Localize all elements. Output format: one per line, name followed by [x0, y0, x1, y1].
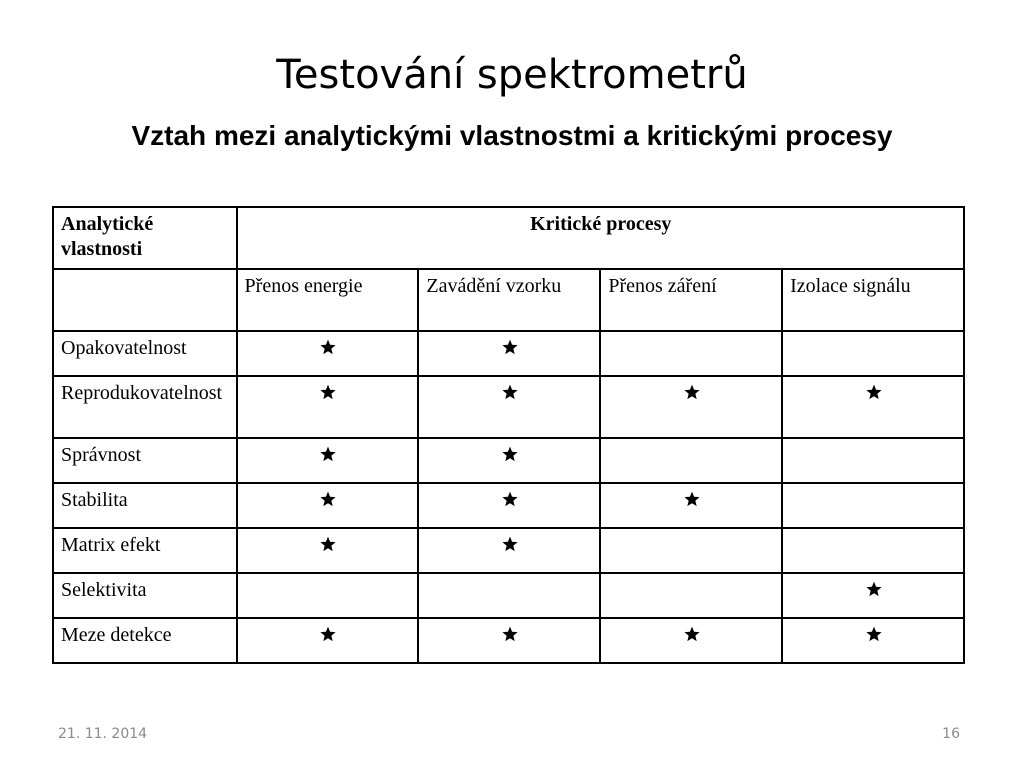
star-icon [502, 384, 518, 400]
property-cell: Meze detekce [53, 618, 237, 663]
table-row [53, 376, 964, 438]
mark-cell [237, 331, 419, 376]
star-icon [320, 446, 336, 462]
star-icon [320, 339, 336, 355]
mark-cell [600, 483, 782, 528]
mark-cell [782, 618, 964, 663]
star-icon [320, 491, 336, 507]
mark-cell [237, 573, 419, 618]
mark-cell [418, 438, 600, 483]
process-header-row [53, 269, 964, 331]
property-cell: Stabilita [53, 483, 237, 528]
mark-cell [782, 528, 964, 573]
star-icon [320, 536, 336, 552]
process-column-header: Izolace signálu [782, 269, 964, 331]
table-row [53, 331, 964, 376]
star-icon [502, 536, 518, 552]
star-icon [320, 384, 336, 400]
process-column-header: Zavádění vzorku [418, 269, 600, 331]
property-cell: Selektivita [53, 573, 237, 618]
table-row [53, 573, 964, 618]
slide-subtitle: Vztah mezi analytickými vlastnostmi a kritickými procesy [131, 120, 893, 151]
mark-cell [600, 618, 782, 663]
property-cell: Matrix efekt [53, 528, 237, 573]
mark-cell [600, 528, 782, 573]
corner-header-cell: Analytické vlastnosti [53, 207, 237, 269]
mark-cell [782, 331, 964, 376]
star-icon [502, 446, 518, 462]
property-cell: Opakovatelnost [53, 331, 237, 376]
star-icon [320, 626, 336, 642]
mark-cell [418, 528, 600, 573]
table-row [53, 438, 964, 483]
page-number: 16 [942, 726, 960, 742]
mark-cell [600, 376, 782, 438]
star-icon [502, 339, 518, 355]
mark-cell [782, 376, 964, 438]
mark-cell [600, 438, 782, 483]
mark-cell [782, 573, 964, 618]
mark-cell [237, 528, 419, 573]
star-icon [684, 384, 700, 400]
property-cell: Reprodukovatelnost [53, 376, 237, 438]
mark-cell [418, 331, 600, 376]
process-column-header: Přenos záření [600, 269, 782, 331]
group-header-cell: Kritické procesy [237, 207, 964, 269]
star-icon [684, 491, 700, 507]
mark-cell [418, 483, 600, 528]
mark-cell [600, 573, 782, 618]
table-header-row [53, 207, 964, 269]
star-icon [866, 581, 882, 597]
mark-cell [782, 483, 964, 528]
mark-cell [237, 483, 419, 528]
property-cell: Správnost [53, 438, 237, 483]
star-icon [502, 626, 518, 642]
slide-title: Testování spektrometrů [276, 52, 748, 98]
table-row [53, 483, 964, 528]
star-icon [866, 384, 882, 400]
footer-date: 21. 11. 2014 [58, 726, 148, 742]
properties-process-table [52, 206, 965, 664]
process-column-header: Přenos energie [237, 269, 419, 331]
star-icon [684, 626, 700, 642]
table-row [53, 618, 964, 663]
empty-header-cell [53, 269, 237, 331]
star-icon [502, 491, 518, 507]
table-body [53, 331, 964, 663]
mark-cell [418, 618, 600, 663]
mark-cell [237, 438, 419, 483]
mark-cell [600, 331, 782, 376]
mark-cell [237, 376, 419, 438]
star-icon [866, 626, 882, 642]
mark-cell [237, 618, 419, 663]
mark-cell [418, 376, 600, 438]
table-row [53, 528, 964, 573]
mark-cell [782, 438, 964, 483]
mark-cell [418, 573, 600, 618]
